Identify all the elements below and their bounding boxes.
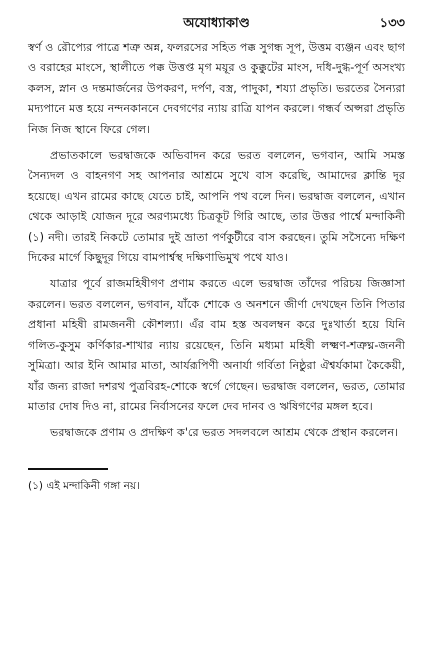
footnote: (১) এই মন্দাকিনী গঙ্গা নয়। xyxy=(28,479,140,492)
chapter-title: অযোধ্যাকাণ্ড xyxy=(183,16,250,31)
paragraph-2: প্রভাতকালে ভরদ্বাজকে অভিবাদন করে ভরত বললেন, ভগবান, আমি সমস্ত সৈন্যদল ও বাহনগণ সহ আপনার আশ্রমে সুখে বাস করেছি, আমাদের ক্লান্তি দূর হয়েছে। এখন রামের কাছে যেতে চাই, আপনি পথ বলে দিন। ভরদ্বাজ বললেন, এখান থেকে আড়াই যোজন দূরে অরণ্যমধ্যে চিত্রকূট গিরি আছে, তার উত্তর পার্শ্বে মন্দাকিনী (১) নদী। তারই নিকটে তোমার দুই ভ্রাতা পর্ণকুটীরে বাস করছেন। তুমি সসৈন্যে দক্ষিণ দিকের মার্গে কিছুদূর গিয়ে বামপার্শ্বস্থ দক্ষিণাভিমুখ পথে যাও। xyxy=(28,149,405,265)
page-number: ১৩৩ xyxy=(379,16,405,31)
footnote-rule xyxy=(28,468,108,470)
paragraph-4: ভরদ্বাজকে প্রণাম ও প্রদক্ষিণ ক'রে ভরত সদলবলে আশ্রম থেকে প্রস্থান করলেন। xyxy=(50,426,399,440)
paragraph-1: স্বর্ণ ও রৌপ্যের পাত্রে শত্রু অন্ন, ফলরসের সহিত পক্ক সুগন্ধ সূপ, উত্তম ব্যঞ্জন এবং ছাগ ও বরাহের মাংসে, স্থালীতে পক্ক উত্তপ্ত মৃগ ময়ূর ও কুক্কুটের মাংস, দধি-দুগ্ধ-পূর্ণ অসংখ্য কলস, স্নান ও দন্তমার্জনের উপকরণ, দর্পণ, বস্ত্র, পাদুকা, শয্যা প্রভৃতি। ভরতের সৈন্যরা মদ্যপানে মত্ত হয়ে নন্দনকাননে দেবগণের ন্যায় রাত্রি যাপন করলে। গন্ধর্ব অপ্সরা প্রভৃতি নিজ নিজ স্থানে ফিরে গেল। xyxy=(28,41,405,136)
paragraph-3: যাত্রার পূর্বে রাজমহিষীগণ প্রণাম করতে এলে ভরদ্বাজ তাঁদের পরিচয় জিজ্ঞাসা করলেন। ভরত বললেন, ভগবান, যাঁকে শোকে ও অনশনে জীর্ণা দেখছেন তিনি পিতার প্রধানা মহিষী রামজননী কৌশল্যা। এঁর বাম হস্ত অবলম্বন করে দুঃখার্তা হয়ে যিনি গলিত-কুসুম কর্ণিকার-শাখার ন্যায় রয়েছেন, তিনি মধ্যমা মহিষী লক্ষ্মণ-শত্রুঘ্ন-জননী সুমিত্রা। আর ইনি আমার মাতা, আর্যরূপিণী অনার্যা গর্বিতা নিষ্ঠুরা ঐশ্বর্যকামা কৈকেয়ী, যাঁর জন্য রাজা দশরথ পুত্রবিরহ-শোকে স্বর্গে গেছেন। ভরদ্বাজ বললেন, ভরত, তোমার মাতার দোষ দিও না, রামের নির্বাসনের ফলে দেব দানব ও ঋষিগণের মঙ্গল হবে। xyxy=(28,277,405,413)
page-header xyxy=(28,12,405,38)
